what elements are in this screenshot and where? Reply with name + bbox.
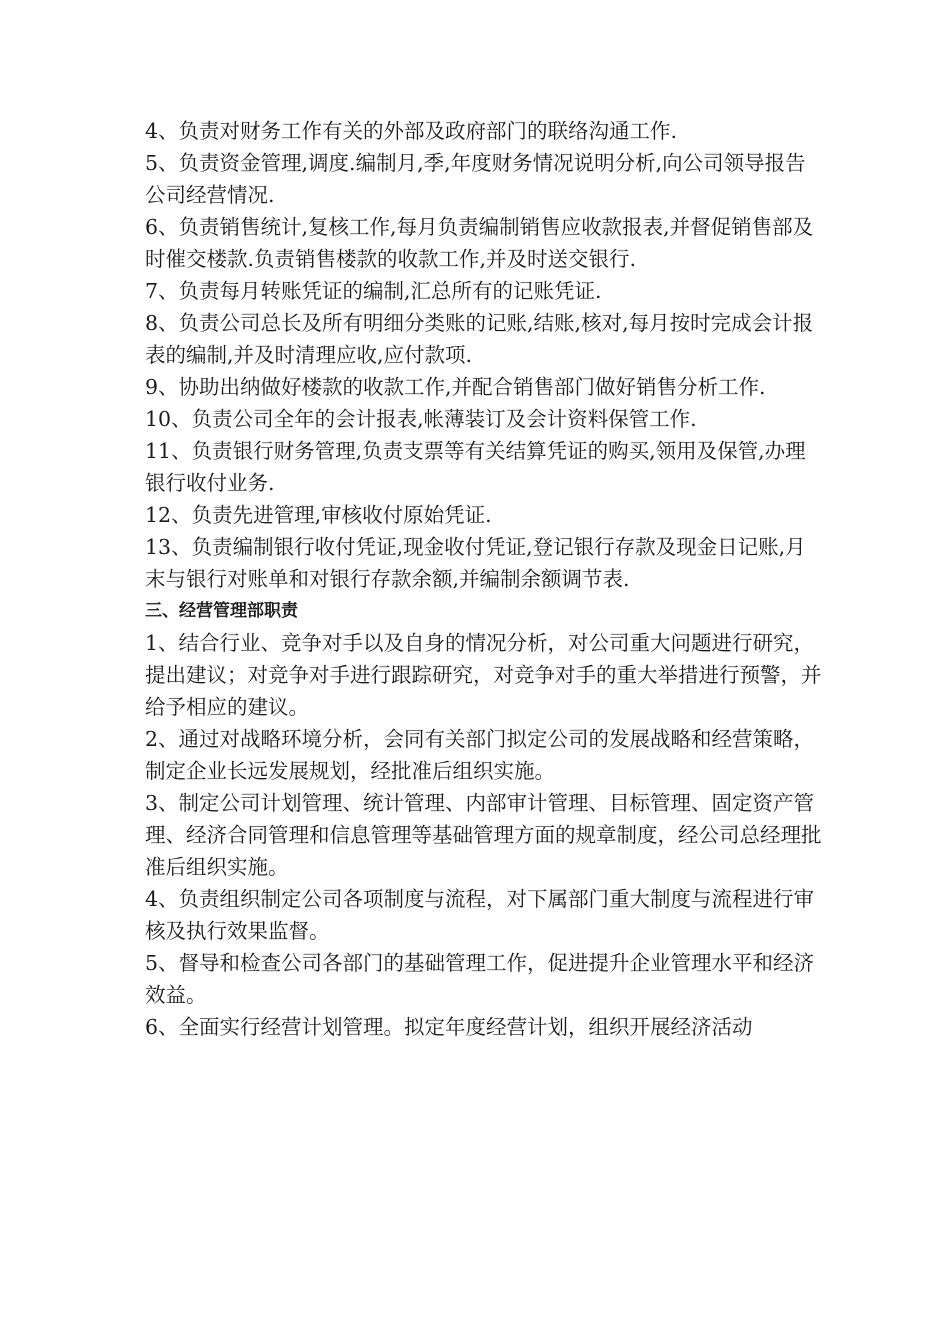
finance-item-10: 10、负责公司全年的会计报表,帐薄装订及会计资料保管工作. bbox=[145, 407, 697, 431]
document-body bbox=[145, 115, 825, 1043]
management-item-1: 1、结合行业、竞争对手以及自身的情况分析，对公司重大问题进行研究，提出建议；对竞争对手进行跟踪研究，对竞争对手的重大举措进行预警，并给予相应的建议。 bbox=[145, 631, 822, 719]
finance-item-11: 11、负责银行财务管理,负责支票等有关结算凭证的购买,领用及保管,办理银行收付业务. bbox=[145, 439, 806, 495]
management-item-4: 4、负责组织制定公司各项制度与流程，对下属部门重大制度与流程进行审核及执行效果监督。 bbox=[145, 887, 815, 943]
management-item-2: 2、通过对战略环境分析，会同有关部门拟定公司的发展战略和经营策略，制定企业长远发展规划，经批准后组织实施。 bbox=[145, 727, 815, 783]
management-item-5: 5、督导和检查公司各部门的基础管理工作，促进提升企业管理水平和经济效益。 bbox=[145, 951, 815, 1007]
section-heading: 三、经营管理部职责 bbox=[145, 601, 298, 621]
finance-item-8: 8、负责公司总长及所有明细分类账的记账,结账,核对,每月按时完成会计报表的编制,并及时清理应收,应付款项. bbox=[145, 311, 814, 367]
finance-item-13: 13、负责编制银行收付凭证,现金收付凭证,登记银行存款及现金日记账,月末与银行对账单和对银行存款余额,并编制余额调节表. bbox=[145, 535, 806, 591]
finance-item-9: 9、协助出纳做好楼款的收款工作,并配合销售部门做好销售分析工作. bbox=[145, 375, 766, 399]
finance-item-6: 6、负责销售统计,复核工作,每月负责编制销售应收款报表,并督促销售部及时催交楼款.负责销售楼款的收款工作,并及时送交银行. bbox=[145, 215, 814, 271]
finance-item-12: 12、负责先进管理,审核收付原始凭证. bbox=[145, 503, 492, 527]
finance-item-7: 7、负责每月转账凭证的编制,汇总所有的记账凭证. bbox=[145, 279, 602, 303]
finance-item-5: 5、负责资金管理,调度.编制月,季,年度财务情况说明分析,向公司领导报告公司经营情况. bbox=[145, 151, 806, 207]
management-item-3: 3、制定公司计划管理、统计管理、内部审计管理、目标管理、固定资产管理、经济合同管理和信息管理等基础管理方面的规章制度，经公司总经理批准后组织实施。 bbox=[145, 791, 822, 879]
management-item-6: 6、全面实行经营计划管理。拟定年度经营计划，组织开展经济活动 bbox=[145, 1015, 753, 1039]
finance-item-4: 4、负责对财务工作有关的外部及政府部门的联络沟通工作. bbox=[145, 119, 678, 143]
